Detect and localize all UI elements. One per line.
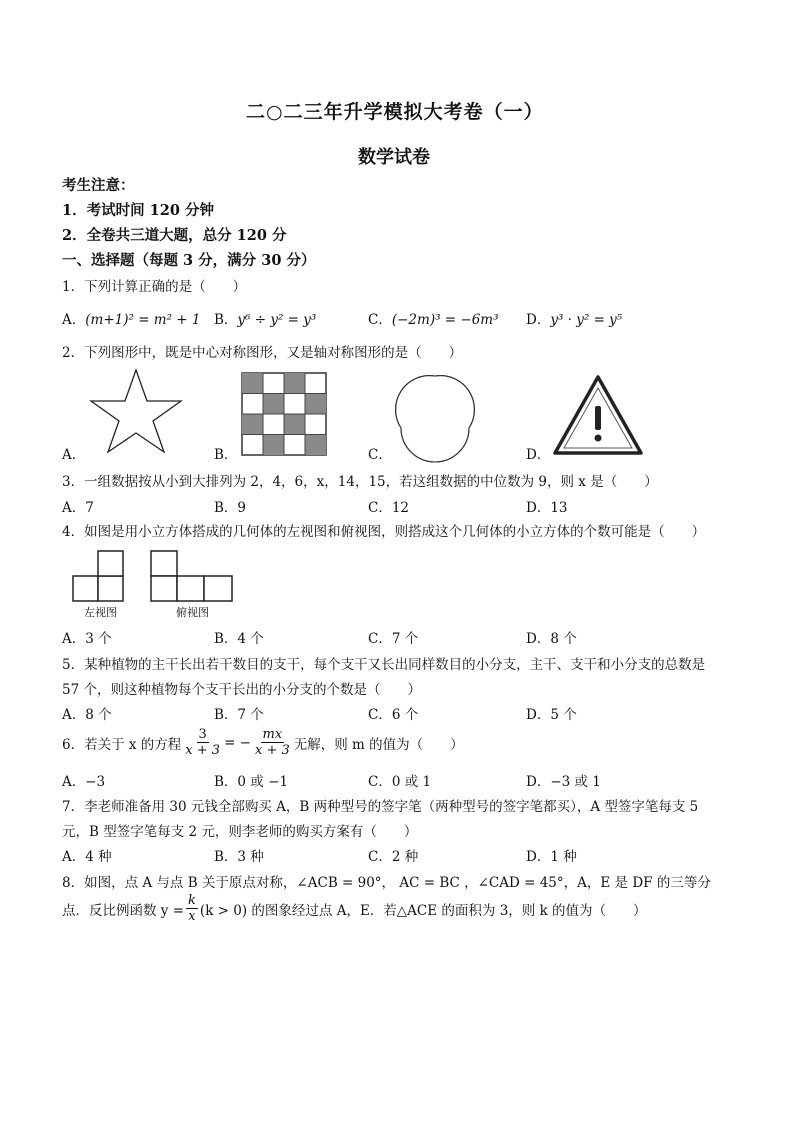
q7-option-b: B．3 种 xyxy=(214,849,264,865)
q5-option-b: B．7 个 xyxy=(214,707,264,723)
q6-fraction-1 xyxy=(183,727,222,758)
fraction-numerator: k xyxy=(188,893,196,908)
question-2-stem: 2．下列图形中，既是中心对称图形，又是轴对称图形的是（ ） xyxy=(62,345,463,361)
q3-option-d: D．13 xyxy=(526,500,568,516)
question-7-stem-line2: 元，B 型签字笔每支 2 元，则李老师的购买方案有（ ） xyxy=(62,824,418,840)
question-1-stem: 1．下列计算正确的是（ ） xyxy=(62,279,247,295)
option-text: y⁶ ÷ y² = y³ xyxy=(237,312,317,328)
option-text: (m+1)² = m² + 1 xyxy=(85,312,201,328)
notice-item: 1．考试时间 120 分钟 xyxy=(62,202,214,219)
q4-option-c: C．7 个 xyxy=(368,631,419,647)
q6-stem-pre: 6．若关于 x 的方程 xyxy=(62,736,182,753)
left-view-figure xyxy=(72,550,134,604)
fraction-numerator: mx xyxy=(262,727,283,742)
q6-option-b: B．0 或 −1 xyxy=(214,774,288,790)
top-view-figure xyxy=(150,550,236,604)
option-label: C． xyxy=(368,312,392,328)
q1-option-d xyxy=(526,308,622,328)
top-view-caption: 俯视图 xyxy=(176,606,209,619)
question-7-stem-line1: 7．李老师准备用 30 元钱全部购买 A，B 两种型号的签字笔（两种型号的签字笔都买），A 型签字笔每支 5 xyxy=(62,799,699,815)
q6-stem-post: 无解，则 m 的值为（ ） xyxy=(293,736,464,753)
question-6-stem xyxy=(62,727,464,758)
q2-option-d: D． xyxy=(526,447,551,463)
option-label: A． xyxy=(62,312,86,328)
option-text: (−2m)³ = −6m³ xyxy=(391,312,499,328)
left-view-caption: 左视图 xyxy=(84,606,117,619)
q7-option-c: C．2 种 xyxy=(368,849,419,865)
q3-option-b: B．9 xyxy=(214,500,247,516)
question-5-stem-line2: 57 个，则这种植物每个支干长出的小分支的个数是（ ） xyxy=(62,682,421,698)
question-8-stem-line1: 8．如图，点 A 与点 B 关于原点对称，∠ACB = 90°， AC = BC ，∠CAD = 45°，A，E 是 DF 的三等分 xyxy=(62,875,711,891)
section-heading: 一、选择题（每题 3 分，满分 30 分） xyxy=(62,252,316,269)
notice-heading: 考生注意： xyxy=(62,177,135,194)
q4-option-a: A．3 个 xyxy=(62,631,112,647)
q6-option-d: D．−3 或 1 xyxy=(526,774,601,790)
q8-stem-post: (k > 0) 的图象经过点 A，E．若△ACE 的面积为 3，则 k 的值为（ ） xyxy=(199,902,647,919)
three-arc-trefoil-figure xyxy=(392,372,478,458)
checkerboard-figure xyxy=(242,373,326,455)
fraction-numerator: 3 xyxy=(198,727,207,742)
q3-option-a: A．7 xyxy=(62,500,94,516)
option-label: B． xyxy=(214,312,238,328)
page-subtitle: 数学试卷 xyxy=(358,147,430,168)
q1-option-b xyxy=(214,308,316,328)
q6-equals: = − xyxy=(224,734,251,751)
question-8-stem-line2 xyxy=(62,893,647,924)
q2-option-b: B． xyxy=(214,447,238,463)
q5-option-d: D．5 个 xyxy=(526,707,577,723)
five-point-star-figure xyxy=(88,368,184,454)
q2-option-c: C． xyxy=(368,447,392,463)
q2-option-a: A． xyxy=(62,447,86,463)
notice-item: 2．全卷共三道大题，总分 120 分 xyxy=(62,227,287,244)
fraction-denominator: x xyxy=(188,909,196,924)
q4-option-d: D．8 个 xyxy=(526,631,577,647)
warning-triangle-figure xyxy=(552,374,644,456)
q5-option-a: A．8 个 xyxy=(62,707,112,723)
fraction-denominator: x + 3 xyxy=(185,743,221,758)
q3-option-c: C．12 xyxy=(368,500,410,516)
question-5-stem-line1: 5．某种植物的主干长出若干数目的支干，每个支干又长出同样数目的小分支，主干、支干和小分支的总数是 xyxy=(62,657,706,673)
page-title: 二○二三年升学模拟大考卷（一） xyxy=(246,101,544,123)
q6-option-c: C．0 或 1 xyxy=(368,774,432,790)
q7-option-d: D．1 种 xyxy=(526,849,577,865)
option-label: D． xyxy=(526,312,551,328)
option-text: y³ · y² = y⁵ xyxy=(550,312,623,328)
fraction-denominator: x + 3 xyxy=(254,743,290,758)
q1-option-c xyxy=(368,308,499,328)
q8-fraction xyxy=(186,893,198,924)
question-3-stem: 3．一组数据按从小到大排列为 2，4，6，x，14，15，若这组数据的中位数为 9，则 x 是（ ） xyxy=(62,474,658,490)
q5-option-c: C．6 个 xyxy=(368,707,419,723)
q4-option-b: B．4 个 xyxy=(214,631,264,647)
question-4-stem: 4．如图是用小立方体搭成的几何体的左视图和俯视图，则搭成这个几何体的小立方体的个数可能是（ ） xyxy=(62,524,706,540)
q8-stem-pre: 点．反比例函数 y = xyxy=(62,902,185,919)
q7-option-a: A．4 种 xyxy=(62,849,112,865)
q6-option-a: A．−3 xyxy=(62,774,106,790)
q6-fraction-2 xyxy=(253,727,292,758)
q1-option-a xyxy=(62,308,201,328)
